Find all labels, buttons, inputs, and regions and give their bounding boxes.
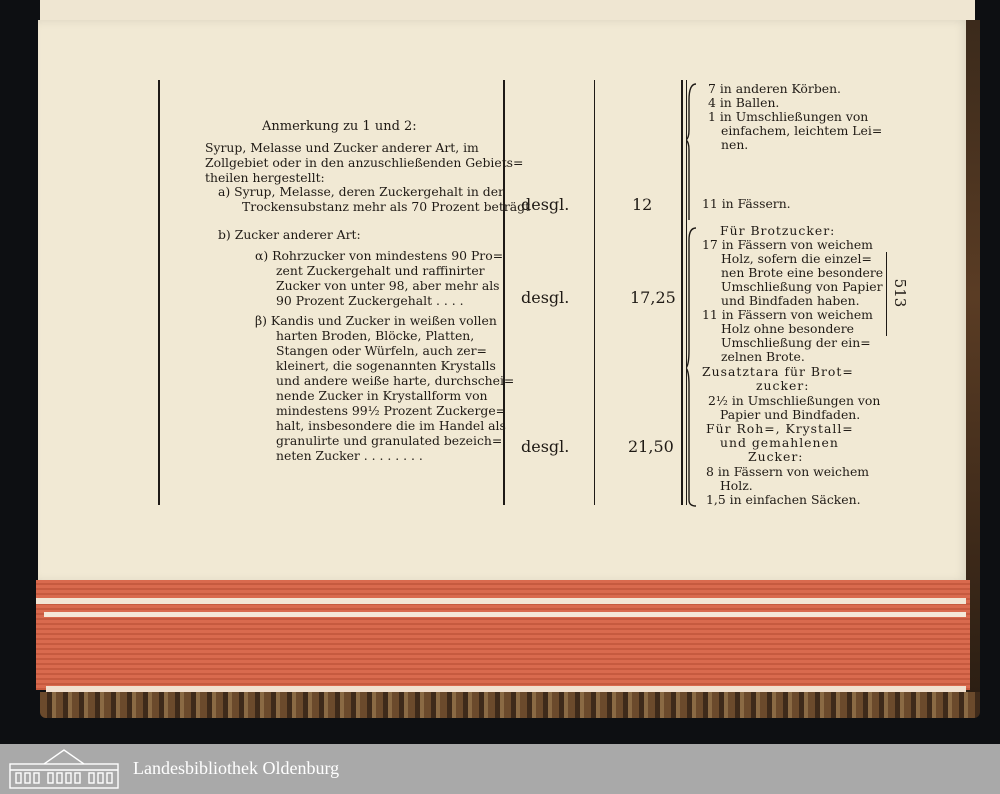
item-beta-line: kleinert, die sogenannten Krystalls bbox=[276, 358, 496, 373]
item-a-line: Trockensubstanz mehr als 70 Prozent beträgt bbox=[242, 199, 531, 214]
item-beta-line: neten Zucker . . . . . . . . bbox=[276, 448, 423, 463]
library-building-logo bbox=[8, 748, 120, 790]
item-b-line: b) Zucker anderer Art: bbox=[218, 227, 361, 242]
tare-line: 1,5 in einfachen Säcken. bbox=[706, 492, 861, 507]
item-beta-line: β) Kandis und Zucker in weißen vollen bbox=[255, 313, 497, 328]
page-block-edge bbox=[36, 580, 970, 690]
item-alpha-line: α) Rohrzucker von mindestens 90 Pro= bbox=[255, 248, 504, 263]
tare-line: 1 in Umschließungen von bbox=[708, 109, 869, 124]
table-rule bbox=[158, 80, 160, 505]
page-number: 513 bbox=[891, 278, 909, 308]
tare-line: einfachem, leichtem Lei= bbox=[721, 123, 883, 138]
tare-line: Holz. bbox=[720, 478, 753, 493]
item-beta-line: und andere weiße harte, durchschei= bbox=[276, 373, 515, 388]
tare-heading: Zusatztara für Brot= bbox=[702, 364, 854, 379]
brace-marks bbox=[686, 80, 700, 510]
tare-heading: Für Brotzucker: bbox=[720, 223, 836, 238]
tare-line: Umschließung der ein= bbox=[721, 335, 871, 350]
tare-line: nen Brote eine besondere bbox=[721, 265, 884, 280]
item-beta-line: nende Zucker in Krystallform von bbox=[276, 388, 488, 403]
library-footer bbox=[0, 744, 1000, 794]
item-beta-line: granulirte und granulated bezeich= bbox=[276, 433, 503, 448]
unit-cell: desgl. bbox=[521, 195, 570, 214]
tare-heading: Für Roh=, Krystall= bbox=[706, 421, 854, 436]
tare-line: 8 in Fässern von weichem bbox=[706, 464, 870, 479]
note-heading: Anmerkung zu 1 und 2: bbox=[262, 119, 417, 134]
tare-line: 11 in Fässern von weichem bbox=[702, 307, 873, 322]
item-alpha-line: Zucker von unter 98, aber mehr als bbox=[276, 278, 500, 293]
page-number-rule bbox=[886, 252, 887, 336]
tare-line: 2½ in Umschließungen von bbox=[708, 393, 881, 408]
rate-cell: 21,50 bbox=[628, 437, 674, 456]
item-beta-line: harten Broden, Blöcke, Platten, bbox=[276, 328, 475, 343]
rate-cell: 12 bbox=[632, 195, 653, 214]
tare-heading: zucker: bbox=[756, 378, 810, 393]
tare-line: Holz, sofern die einzel= bbox=[721, 251, 872, 266]
unit-cell: desgl. bbox=[521, 437, 570, 456]
tare-line: und Bindfaden haben. bbox=[721, 293, 860, 308]
tare-line: 7 in anderen Körben. bbox=[708, 81, 841, 96]
marbled-cover bbox=[40, 692, 980, 718]
item-alpha-line: 90 Prozent Zuckergehalt . . . . bbox=[276, 293, 464, 308]
library-name: Landesbibliothek Oldenburg bbox=[133, 758, 340, 778]
table-rule bbox=[681, 80, 683, 505]
note-line: Syrup, Melasse und Zucker anderer Art, im bbox=[205, 140, 479, 155]
page-edge-strip bbox=[36, 598, 966, 604]
note-line: theilen hergestellt: bbox=[205, 170, 325, 185]
tare-line: 17 in Fässern von weichem bbox=[702, 237, 873, 252]
item-beta-line: mindestens 99½ Prozent Zuckerge= bbox=[276, 403, 507, 418]
tare-line: Papier und Bindfaden. bbox=[720, 407, 861, 422]
item-beta-line: Stangen oder Würfeln, auch zer= bbox=[276, 343, 487, 358]
item-alpha-line: zent Zuckergehalt und raffinirter bbox=[276, 263, 485, 278]
tare-line: Holz ohne besondere bbox=[721, 321, 854, 336]
tare-line: 11 in Fässern. bbox=[702, 196, 791, 211]
page-number-wrap bbox=[888, 278, 912, 308]
tare-line: zelnen Brote. bbox=[721, 349, 805, 364]
tare-heading: und gemahlenen bbox=[720, 435, 839, 450]
table-rule bbox=[503, 80, 505, 505]
item-beta-line: halt, insbesondere die im Handel als bbox=[276, 418, 506, 433]
table-rule bbox=[594, 80, 595, 505]
tare-line: 4 in Ballen. bbox=[708, 95, 780, 110]
tare-heading: Zucker: bbox=[748, 449, 804, 464]
tare-line: nen. bbox=[721, 137, 749, 152]
rate-cell: 17,25 bbox=[630, 288, 676, 307]
note-line: Zollgebiet oder in den anzuschließenden Gebiets= bbox=[205, 155, 524, 170]
item-a-line: a) Syrup, Melasse, deren Zuckergehalt in der bbox=[218, 184, 504, 199]
page-edge-strip bbox=[44, 612, 966, 617]
unit-cell: desgl. bbox=[521, 288, 570, 307]
tare-line: Umschließung von Papier bbox=[721, 279, 883, 294]
